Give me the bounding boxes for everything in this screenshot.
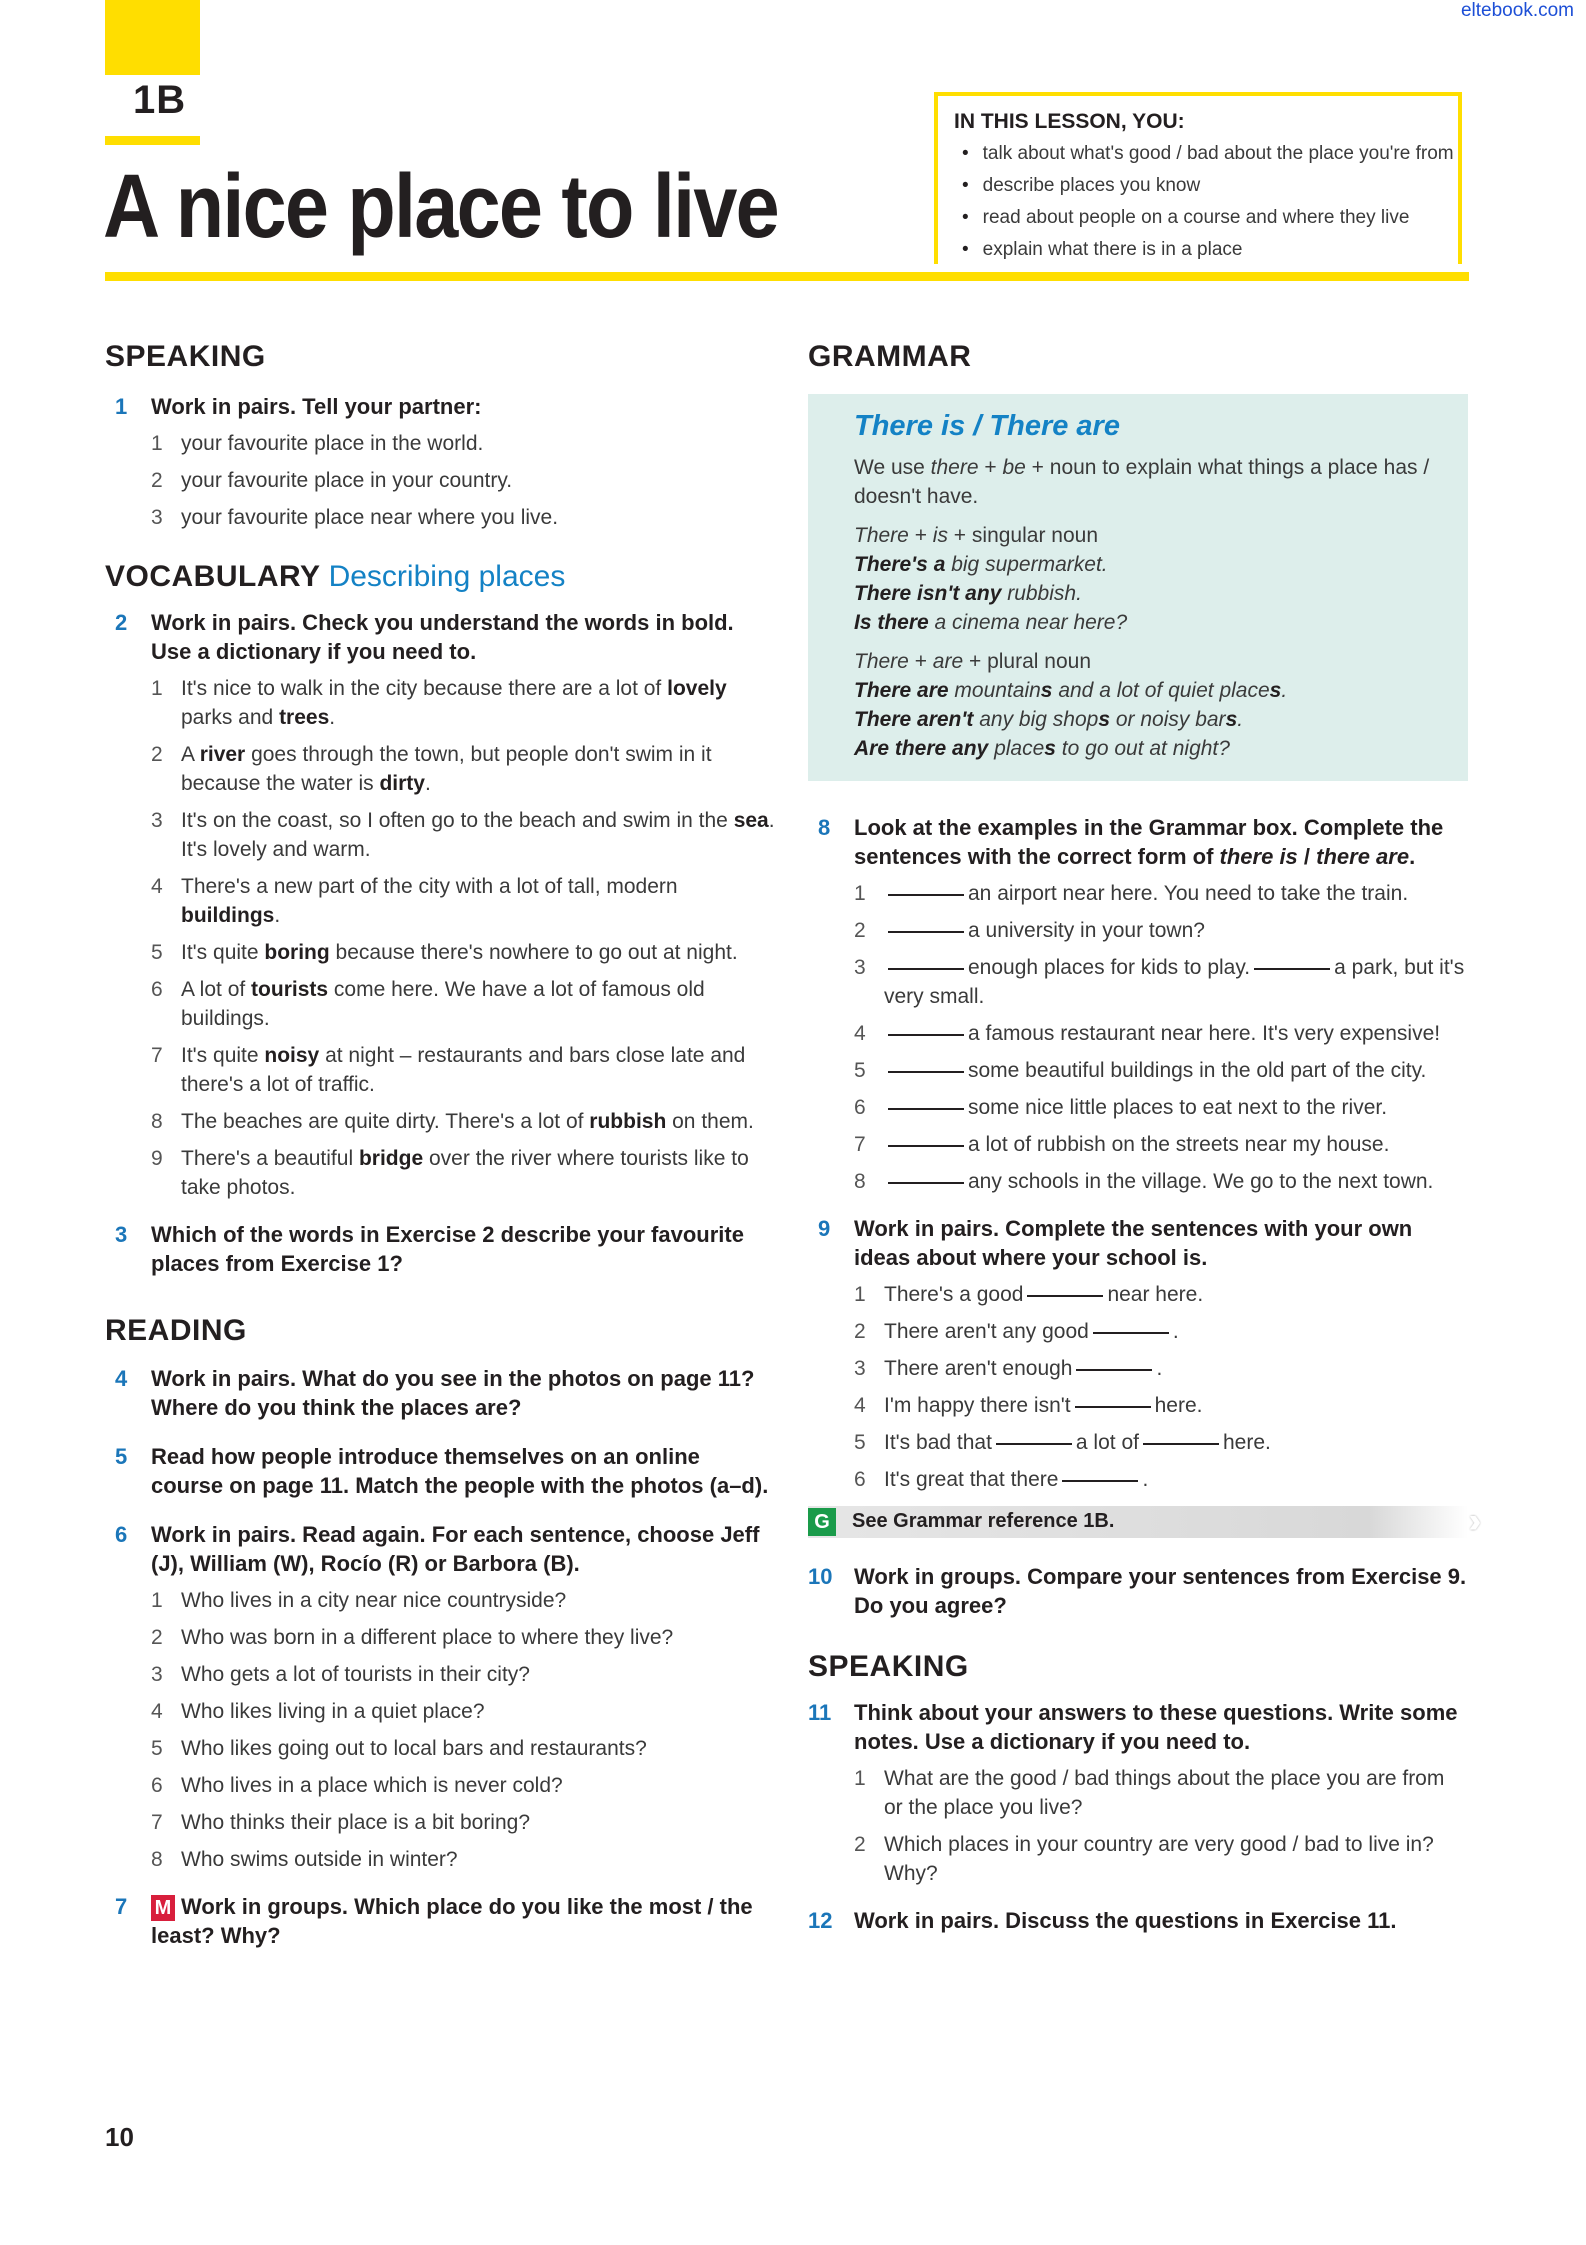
- list-item: 1 Who lives in a city near nice countryside?: [151, 1589, 567, 1612]
- blank-gap[interactable]: [1062, 1480, 1138, 1482]
- unit-code: 1B: [133, 78, 187, 122]
- exercise-11-items: [808, 1764, 1468, 1888]
- section-heading-speaking: SPEAKING: [105, 340, 266, 373]
- list-item: 1 an airport near here. You need to take the train.: [854, 882, 1409, 905]
- grammar-example: There aren't any big shops or noisy bars.: [854, 708, 1244, 731]
- list-item: 1 There's a good near here.: [854, 1283, 1204, 1306]
- exercise-8: [808, 813, 1468, 871]
- exercise-instruction: Think about your answers to these questions. Write some notes. Use a dictionary if you need to.: [854, 1700, 1458, 1754]
- list-item: 1 your favourite place in the world.: [151, 432, 484, 455]
- lesson-objective: • talk about what's good / bad about the place you're from: [954, 138, 1458, 170]
- exercise-number: 11: [808, 1700, 832, 1725]
- exercise-number: 3: [115, 1222, 128, 1247]
- exercise-instruction: Work in groups. Which place do you like the most / the least? Why?: [151, 1894, 753, 1948]
- lesson-objective: • read about people on a course and where they live: [954, 202, 1458, 234]
- list-item: 3 It's on the coast, so I often go to the beach and swim in the sea. It's lovely and warm.: [151, 809, 775, 861]
- lesson-objective: • explain what there is in a place: [954, 234, 1458, 266]
- site-link[interactable]: eltebook.com: [1460, 0, 1574, 21]
- blank-gap[interactable]: [888, 1182, 964, 1184]
- blank-gap[interactable]: [1027, 1295, 1103, 1297]
- blank-gap[interactable]: [888, 1108, 964, 1110]
- unit-tab: [105, 0, 200, 75]
- exercise-1: [105, 392, 775, 421]
- exercise-2: [105, 608, 775, 666]
- exercise-1-items: [105, 429, 775, 532]
- lesson-objective: • describe places you know: [954, 170, 1458, 202]
- exercise-number: 8: [818, 815, 831, 840]
- list-item: 5 Who likes going out to local bars and restaurants?: [151, 1737, 647, 1760]
- grammar-example: There are mountains and a lot of quiet places.: [854, 679, 1288, 702]
- exercise-number: 10: [808, 1564, 833, 1589]
- exercise-instruction: Work in pairs. Complete the sentences with your own ideas about where your school is.: [854, 1216, 1413, 1270]
- list-item: 1 It's nice to walk in the city because there are a lot of lovely parks and trees.: [151, 677, 727, 729]
- list-item: 6 some nice little places to eat next to the river.: [854, 1096, 1388, 1119]
- exercise-6-items: [105, 1586, 775, 1874]
- exercise-number: 12: [808, 1908, 833, 1933]
- grammar-example: Is there a cinema near here?: [854, 611, 1128, 634]
- exercise-2-items: [105, 674, 775, 1202]
- list-item: 7 Who thinks their place is a bit boring?: [151, 1811, 531, 1834]
- list-item: 1 What are the good / bad things about the place you are from or the place you live?: [854, 1767, 1445, 1819]
- grammar-box: [808, 394, 1468, 781]
- page-title: A nice place to live: [103, 157, 778, 257]
- list-item: 2 There aren't any good .: [854, 1320, 1179, 1343]
- list-item: 8 Who swims outside in winter?: [151, 1848, 458, 1871]
- list-item: 6 A lot of tourists come here. We have a lot of famous old buildings.: [151, 978, 705, 1030]
- lesson-objectives-box: [934, 92, 1462, 264]
- list-item: 4 Who likes living in a quiet place?: [151, 1700, 485, 1723]
- exercise-instruction: Read how people introduce themselves on an online course on page 11. Match the people with the photos (a–d).: [151, 1444, 769, 1498]
- list-item: 3 Who gets a lot of tourists in their city?: [151, 1663, 530, 1686]
- left-column: [105, 340, 775, 1950]
- blank-gap[interactable]: [888, 968, 964, 970]
- exercise-number: 9: [818, 1216, 831, 1241]
- list-item: 2 your favourite place in your country.: [151, 469, 513, 492]
- exercise-number: 6: [115, 1522, 128, 1547]
- grammar-intro: We use there + be + noun to explain what things a place has / doesn't have.: [854, 456, 1430, 508]
- list-item: 2 A river goes through the town, but people don't swim in it because the water is dirty.: [151, 743, 712, 795]
- list-item: 4 There's a new part of the city with a lot of tall, modern buildings.: [151, 875, 678, 927]
- title-rule: [105, 272, 1469, 281]
- list-item: 5 It's bad that a lot of here.: [854, 1431, 1271, 1454]
- list-item: 2 a university in your town?: [854, 919, 1205, 942]
- section-heading-speaking-2: SPEAKING: [808, 1650, 969, 1683]
- blank-gap[interactable]: [1143, 1443, 1219, 1445]
- list-item: 4 a famous restaurant near here. It's very expensive!: [854, 1022, 1441, 1045]
- list-item: 3 There aren't enough .: [854, 1357, 1163, 1380]
- exercise-instruction: Work in pairs. What do you see in the photos on page 11? Where do you think the places are?: [151, 1366, 755, 1420]
- list-item: 6 It's great that there .: [854, 1468, 1149, 1491]
- blank-gap[interactable]: [1093, 1332, 1169, 1334]
- exercise-5: [105, 1442, 775, 1500]
- exercise-instruction: Which of the words in Exercise 2 describe your favourite places from Exercise 1?: [151, 1222, 744, 1276]
- list-item: 7 It's quite noisy at night – restaurants and bars close late and there's a lot of traffic.: [151, 1044, 746, 1096]
- section-subheading: Describing places: [328, 560, 566, 593]
- mediation-badge: M: [151, 1895, 175, 1921]
- list-item: 3 enough places for kids to play. a park, but it's very small.: [854, 956, 1465, 1008]
- lesson-objectives-heading: IN THIS LESSON, YOU:: [954, 110, 1185, 133]
- exercise-instruction: Work in groups. Compare your sentences from Exercise 9. Do you agree?: [854, 1564, 1467, 1618]
- right-column: [808, 340, 1468, 1935]
- blank-gap[interactable]: [888, 1034, 964, 1036]
- exercise-instruction: Look at the examples in the Grammar box. Complete the sentences with the correct form of there is / there are.: [854, 815, 1444, 869]
- exercise-6: [105, 1520, 775, 1578]
- list-item: 9 There's a beautiful bridge over the river where tourists like to take photos.: [151, 1147, 749, 1199]
- section-heading-vocabulary: VOCABULARY Describing places: [105, 560, 566, 593]
- section-heading-reading: READING: [105, 1314, 247, 1347]
- list-item: 2 Who was born in a different place to where they live?: [151, 1626, 674, 1649]
- exercise-9-items: [808, 1280, 1468, 1494]
- blank-gap[interactable]: [888, 1145, 964, 1147]
- unit-bar: [105, 136, 200, 145]
- list-item: 8 any schools in the village. We go to the next town.: [854, 1170, 1434, 1193]
- exercise-8-items: [808, 879, 1468, 1196]
- list-item: 5 some beautiful buildings in the old part of the city.: [854, 1059, 1427, 1082]
- list-item: 8 The beaches are quite dirty. There's a lot of rubbish on them.: [151, 1110, 754, 1133]
- grammar-example: There isn't any rubbish.: [854, 582, 1082, 605]
- exercise-instruction: Work in pairs. Tell your partner:: [151, 394, 482, 419]
- exercise-number: 5: [115, 1444, 128, 1469]
- blank-gap[interactable]: [888, 931, 964, 933]
- exercise-9: [808, 1214, 1468, 1272]
- exercise-instruction: Work in pairs. Discuss the questions in Exercise 11.: [854, 1908, 1397, 1933]
- exercise-12: [808, 1906, 1468, 1935]
- list-item: 2 Which places in your country are very good / bad to live in? Why?: [854, 1833, 1434, 1885]
- grammar-rule-plural: There + are + plural noun: [854, 650, 1092, 673]
- grammar-example: Are there any places to go out at night?: [854, 737, 1230, 760]
- grammar-reference-text: See Grammar reference 1B.: [852, 1510, 1115, 1532]
- grammar-box-title: There is / There are: [854, 410, 1120, 442]
- exercise-number: 7: [115, 1894, 128, 1919]
- list-item: 4 I'm happy there isn't here.: [854, 1394, 1203, 1417]
- exercise-instruction: Work in pairs. Read again. For each sentence, choose Jeff (J), William (W), Rocío (R) or Barbora (B).: [151, 1522, 760, 1576]
- exercise-number: 1: [115, 394, 128, 419]
- exercise-number: 4: [115, 1366, 128, 1391]
- exercise-10: [808, 1562, 1468, 1620]
- list-item: 7 a lot of rubbish on the streets near my house.: [854, 1133, 1390, 1156]
- grammar-example: There's a big supermarket.: [854, 553, 1108, 576]
- exercise-3: [105, 1220, 775, 1278]
- blank-gap[interactable]: [1254, 968, 1330, 970]
- exercise-instruction: Work in pairs. Check you understand the words in bold. Use a dictionary if you need to.: [151, 610, 734, 664]
- exercise-4: [105, 1364, 775, 1422]
- blank-gap[interactable]: [1076, 1369, 1152, 1371]
- list-item: 5 It's quite boring because there's nowhere to go out at night.: [151, 941, 738, 964]
- section-heading-grammar: GRAMMAR: [808, 340, 972, 373]
- blank-gap[interactable]: [1075, 1406, 1151, 1408]
- grammar-rule-singular: There + is + singular noun: [854, 524, 1098, 547]
- grammar-reference-badge: G: [808, 1508, 836, 1536]
- blank-gap[interactable]: [888, 1071, 964, 1073]
- list-item: 6 Who lives in a place which is never cold?: [151, 1774, 563, 1797]
- list-item: 3 your favourite place near where you live.: [151, 506, 559, 529]
- lesson-objectives-list: [954, 138, 1458, 266]
- grammar-reference-bar[interactable]: [808, 1506, 1468, 1538]
- exercise-number: 2: [115, 610, 128, 635]
- blank-gap[interactable]: [888, 894, 964, 896]
- page-number: 10: [105, 2122, 134, 2152]
- exercise-7: [105, 1892, 775, 1950]
- blank-gap[interactable]: [996, 1443, 1072, 1445]
- exercise-11: [808, 1698, 1468, 1756]
